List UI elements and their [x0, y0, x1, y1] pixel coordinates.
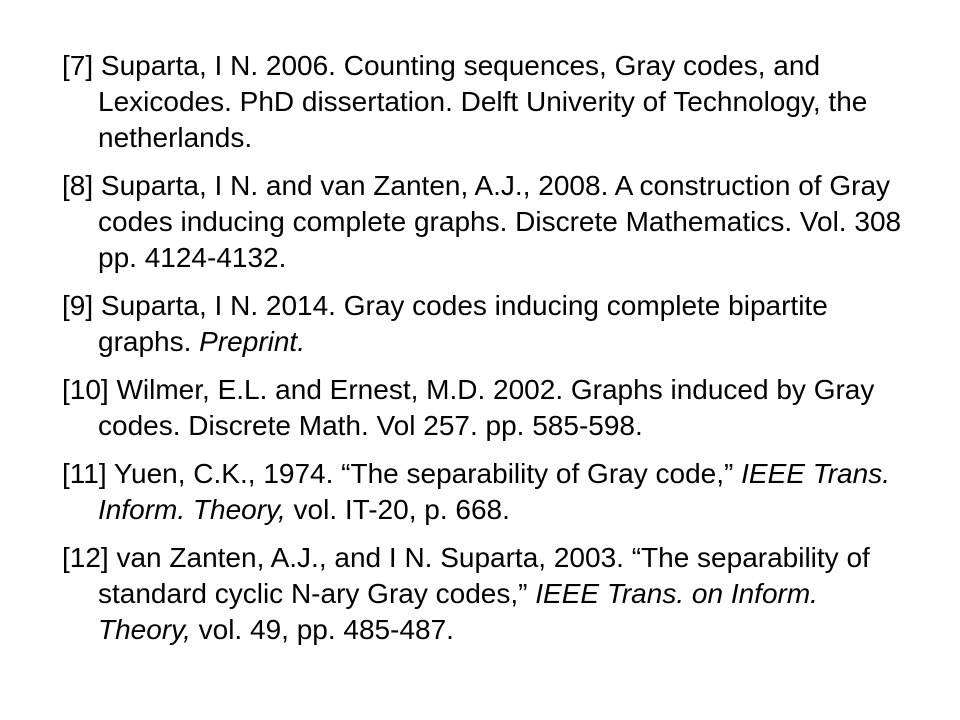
reference-text: [8] Suparta, I N. and van Zanten, A.J., 2008. A construction of Gray codes inducing complete graphs. Discrete Mathematics. Vol. 308 pp. 4124-4132.: [62, 170, 902, 273]
reference-text: [11] Yuen, C.K., 1974. “The separability of Gray code,”: [62, 458, 742, 489]
reference-text: vol. IT-20, p. 668.: [285, 494, 510, 525]
reference-italic-text: Preprint.: [199, 326, 305, 357]
reference-text: vol. 49, pp. 485-487.: [190, 614, 454, 645]
reference-journal: IEEE Trans. on Inform. Theory,: [98, 578, 818, 645]
reference-item: [62, 288, 902, 360]
reference-item: [62, 540, 902, 648]
reference-text: [10] Wilmer, E.L. and Ernest, M.D. 2002. Graphs induced by Gray codes. Discrete Math. Vol 257. pp. 585-598.: [62, 374, 875, 441]
reference-list: [62, 48, 902, 660]
reference-item: [62, 372, 902, 444]
reference-item: [62, 456, 902, 528]
reference-item: [62, 48, 902, 156]
reference-text: [9] Suparta, I N. 2014. Gray codes inducing complete bipartite graphs.: [62, 290, 828, 357]
reference-text: [7] Suparta, I N. 2006. Counting sequences, Gray codes, and Lexicodes. PhD dissertation. Delft Univerity of Technology, the netherlands.: [62, 50, 868, 153]
reference-text: [12] van Zanten, A.J., and I N. Suparta, 2003. “The separability of standard cyclic N-ary Gray codes,”: [62, 542, 870, 609]
reference-journal: IEEE Trans. Inform. Theory,: [98, 458, 890, 525]
reference-item: [62, 168, 902, 276]
